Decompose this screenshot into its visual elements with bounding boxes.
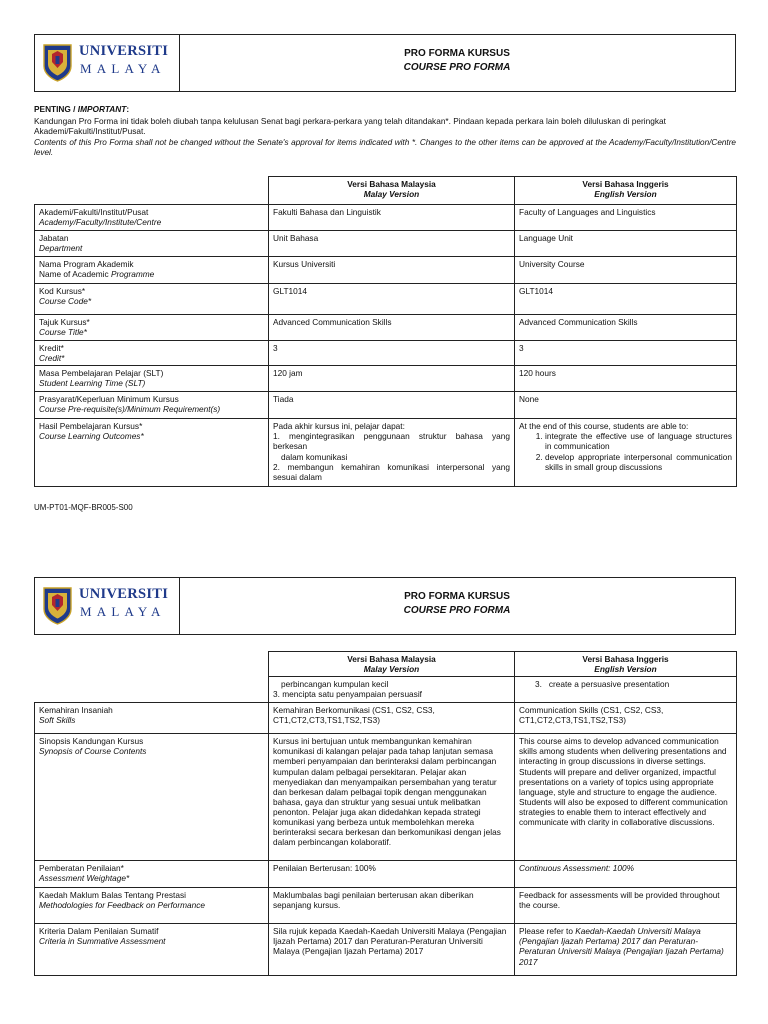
row-value-ms: Tiada xyxy=(269,392,515,419)
row-value-en: Communication Skills (CS1, CS2, CS3, CT1,CT2,CT3,TS1,TS2,TS3) xyxy=(515,703,737,734)
page-title: PRO FORMA KURSUS xyxy=(404,591,510,602)
row-value-ms: Kemahiran Berkomunikasi (CS1, CS2, CS3, CT1,CT2,CT3,TS1,TS2,TS3) xyxy=(269,703,515,734)
row-value-en: Faculty of Languages and Linguistics xyxy=(515,205,737,231)
row-value-ms: Sila rujuk kepada Kaedah-Kaedah Universiti Malaya (Pengajian Ijazah Pertama) 2017 dan Peraturan-Peraturan Universiti Malaya (Pengajian Ijazah Pertama) 2017 xyxy=(269,924,515,976)
row-value-ms: 120 jam xyxy=(269,366,515,392)
table-row xyxy=(35,231,737,257)
table-row xyxy=(35,257,737,284)
table-row xyxy=(35,315,737,341)
row-value-en: Continuous Assessment: 100% xyxy=(515,861,737,888)
document-id: UM-PT01-MQF-BR005-S00 xyxy=(34,503,133,512)
page-subtitle: COURSE PRO FORMA xyxy=(403,62,511,73)
row-label: Masa Pembelajaran Pelajar (SLT) Student Learning Time (SLT) xyxy=(35,366,269,392)
header-blank-cell xyxy=(35,177,269,205)
blank-label-cell xyxy=(35,677,269,703)
university-logo xyxy=(43,43,175,85)
row-value-ms: Advanced Communication Skills xyxy=(269,315,515,341)
row-value-en: This course aims to develop advanced communication skills among students when delivering presentations and interacting in group discussions in diverse settings. Students will prepare and deliver organized, impactful presentations on a variety of topics using appropriate language, style and structure to engage the audience. Students will also be exposed to different communication strategies to enable them to interact effectively and communicate with clarity in collaborative discussions. xyxy=(515,734,737,861)
university-name-line1: UNIVERSITI xyxy=(79,586,169,602)
row-label: Nama Program Akademik Name of Academic Programme xyxy=(35,257,269,284)
column-header-ms: Versi Bahasa Malaysia Malay Version xyxy=(269,652,515,677)
row-value-en: University Course xyxy=(515,257,737,284)
important-text-ms: Kandungan Pro Forma ini tidak boleh diubah tanpa kelulusan Senat bagi perkara-perkara yang telah ditandakan*. Pindaan kepada perkara lain boleh diluluskan di peringkat Akademi/Fakulti/Institut/Pusat. xyxy=(34,116,666,137)
row-value-ms: Penilaian Berterusan: 100% xyxy=(269,861,515,888)
row-value-en: Language Unit xyxy=(515,231,737,257)
table-row xyxy=(35,366,737,392)
university-name-line1: UNIVERSITI xyxy=(79,43,169,59)
proforma-table-page2 xyxy=(34,651,737,976)
university-name-line2: MALAYA xyxy=(80,61,166,76)
clo-en: At the end of this course, students are able to: 1. integrate the effective use of language structures in communication 2. develop appropriate interpersonal communication skills in small group discussions xyxy=(515,419,737,487)
important-heading: PENTING / IMPORTANT: xyxy=(34,104,130,114)
table-row xyxy=(35,392,737,419)
clo-ms: Pada akhir kursus ini, pelajar dapat: 1. mengintegrasikan penggunaan struktur bahasa yang berkesan dalam komunikasi 2. membangun kemahiran komunikasi interpersonal yang sesuai dalam xyxy=(269,419,515,487)
row-value-ms: Kursus Universiti xyxy=(269,257,515,284)
row-label: Jabatan Department xyxy=(35,231,269,257)
table-row xyxy=(35,284,737,315)
crest-icon xyxy=(43,44,72,82)
row-label: Akademi/Fakulti/Institut/Pusat Academy/Faculty/Institute/Centre xyxy=(35,205,269,231)
table-row xyxy=(35,734,737,861)
row-value-en: 3 xyxy=(515,341,737,366)
row-value-ms: GLT1014 xyxy=(269,284,515,315)
row-label: Kaedah Maklum Balas Tentang Prestasi Methodologies for Feedback on Performance xyxy=(35,888,269,924)
table-row xyxy=(35,205,737,231)
row-value-en: 120 hours xyxy=(515,366,737,392)
row-label: Kredit* Credit* xyxy=(35,341,269,366)
row-label: Tajuk Kursus* Course Title* xyxy=(35,315,269,341)
proforma-table-page1 xyxy=(34,176,737,487)
table-row-clo xyxy=(35,419,737,487)
row-label: Sinopsis Kandungan Kursus Synopsis of Course Contents xyxy=(35,734,269,861)
table-row xyxy=(35,924,737,976)
row-value-ms: Fakulti Bahasa dan Linguistik xyxy=(269,205,515,231)
clo-ms-continued: perbincangan kumpulan kecil 3. mencipta satu penyampaian persuasif xyxy=(269,677,515,703)
row-label: Pemberatan Penilaian* Assessment Weightage* xyxy=(35,861,269,888)
row-value-ms: Maklumbalas bagi penilaian berterusan akan diberikan sepanjang kursus. xyxy=(269,888,515,924)
table-row xyxy=(35,888,737,924)
table-row xyxy=(35,861,737,888)
page-subtitle: COURSE PRO FORMA xyxy=(403,605,511,616)
column-header-ms: Versi Bahasa Malaysia Malay Version xyxy=(269,177,515,205)
column-header-en: Versi Bahasa Inggeris English Version xyxy=(515,652,737,677)
row-label: Kemahiran Insaniah Soft Skills xyxy=(35,703,269,734)
page-title: PRO FORMA KURSUS xyxy=(404,48,510,59)
row-value-en: Feedback for assessments will be provided throughout the course. xyxy=(515,888,737,924)
row-value-en: GLT1014 xyxy=(515,284,737,315)
table-row xyxy=(35,341,737,366)
university-logo xyxy=(43,586,175,628)
header-blank-cell xyxy=(35,652,269,677)
row-value-en: Advanced Communication Skills xyxy=(515,315,737,341)
row-label: Kriteria Dalam Penilaian Sumatif Criteria in Summative Assessment xyxy=(35,924,269,976)
row-value-ms: Unit Bahasa xyxy=(269,231,515,257)
important-notice xyxy=(34,104,736,158)
row-value-ms: 3 xyxy=(269,341,515,366)
page1-header xyxy=(34,34,736,92)
page2-header xyxy=(34,577,736,635)
row-label: Kod Kursus* Course Code* xyxy=(35,284,269,315)
clo-en-continued: 3. create a persuasive presentation xyxy=(515,677,737,703)
table-row-clo-continued xyxy=(35,677,737,703)
row-value-en: Please refer to Kaedah-Kaedah Universiti Malaya (Pengajian Ijazah Pertama) 2017 dan Peraturan-Peraturan Universiti Malaya (Pengajian Ijazah Pertama) 2017 xyxy=(515,924,737,976)
crest-icon xyxy=(43,587,72,625)
row-value-en: None xyxy=(515,392,737,419)
column-header-en: Versi Bahasa Inggeris English Version xyxy=(515,177,737,205)
row-label: Prasyarat/Keperluan Minimum Kursus Course Pre-requisite(s)/Minimum Requirement(s) xyxy=(35,392,269,419)
row-label: Hasil Pembelajaran Kursus* Course Learning Outcomes* xyxy=(35,419,269,487)
university-name-line2: MALAYA xyxy=(80,604,166,619)
important-text-en: Contents of this Pro Forma shall not be changed without the Senate's approval for items indicated with *. Changes to the other items can be approved at the Academy/Faculty/Institution/Centre level. xyxy=(34,138,736,158)
table-row xyxy=(35,703,737,734)
row-value-ms: Kursus ini bertujuan untuk membangunkan kemahiran komunikasi di kalangan pelajar pada tahap lanjutan semasa memberi penyampaian dan berinteraksi dalam perbincangan kumpulan dalam pelbagai persekitaran. Pelajar akan menyediakan dan menyampaikan persembahan yang teratur dan berkesan dalam pelbagai topik dengan menggunakan bahasa, gaya dan struktur yang sesuai untuk melibatkan penonton. Pelajar juga akan didedahkan kepada strategi komunikasi yang berbeza untuk membolehkan mereka berinteraksi secara berkesan dan berkomunikasi dengan jelas dalam perbincangan kolaboratif. xyxy=(269,734,515,861)
